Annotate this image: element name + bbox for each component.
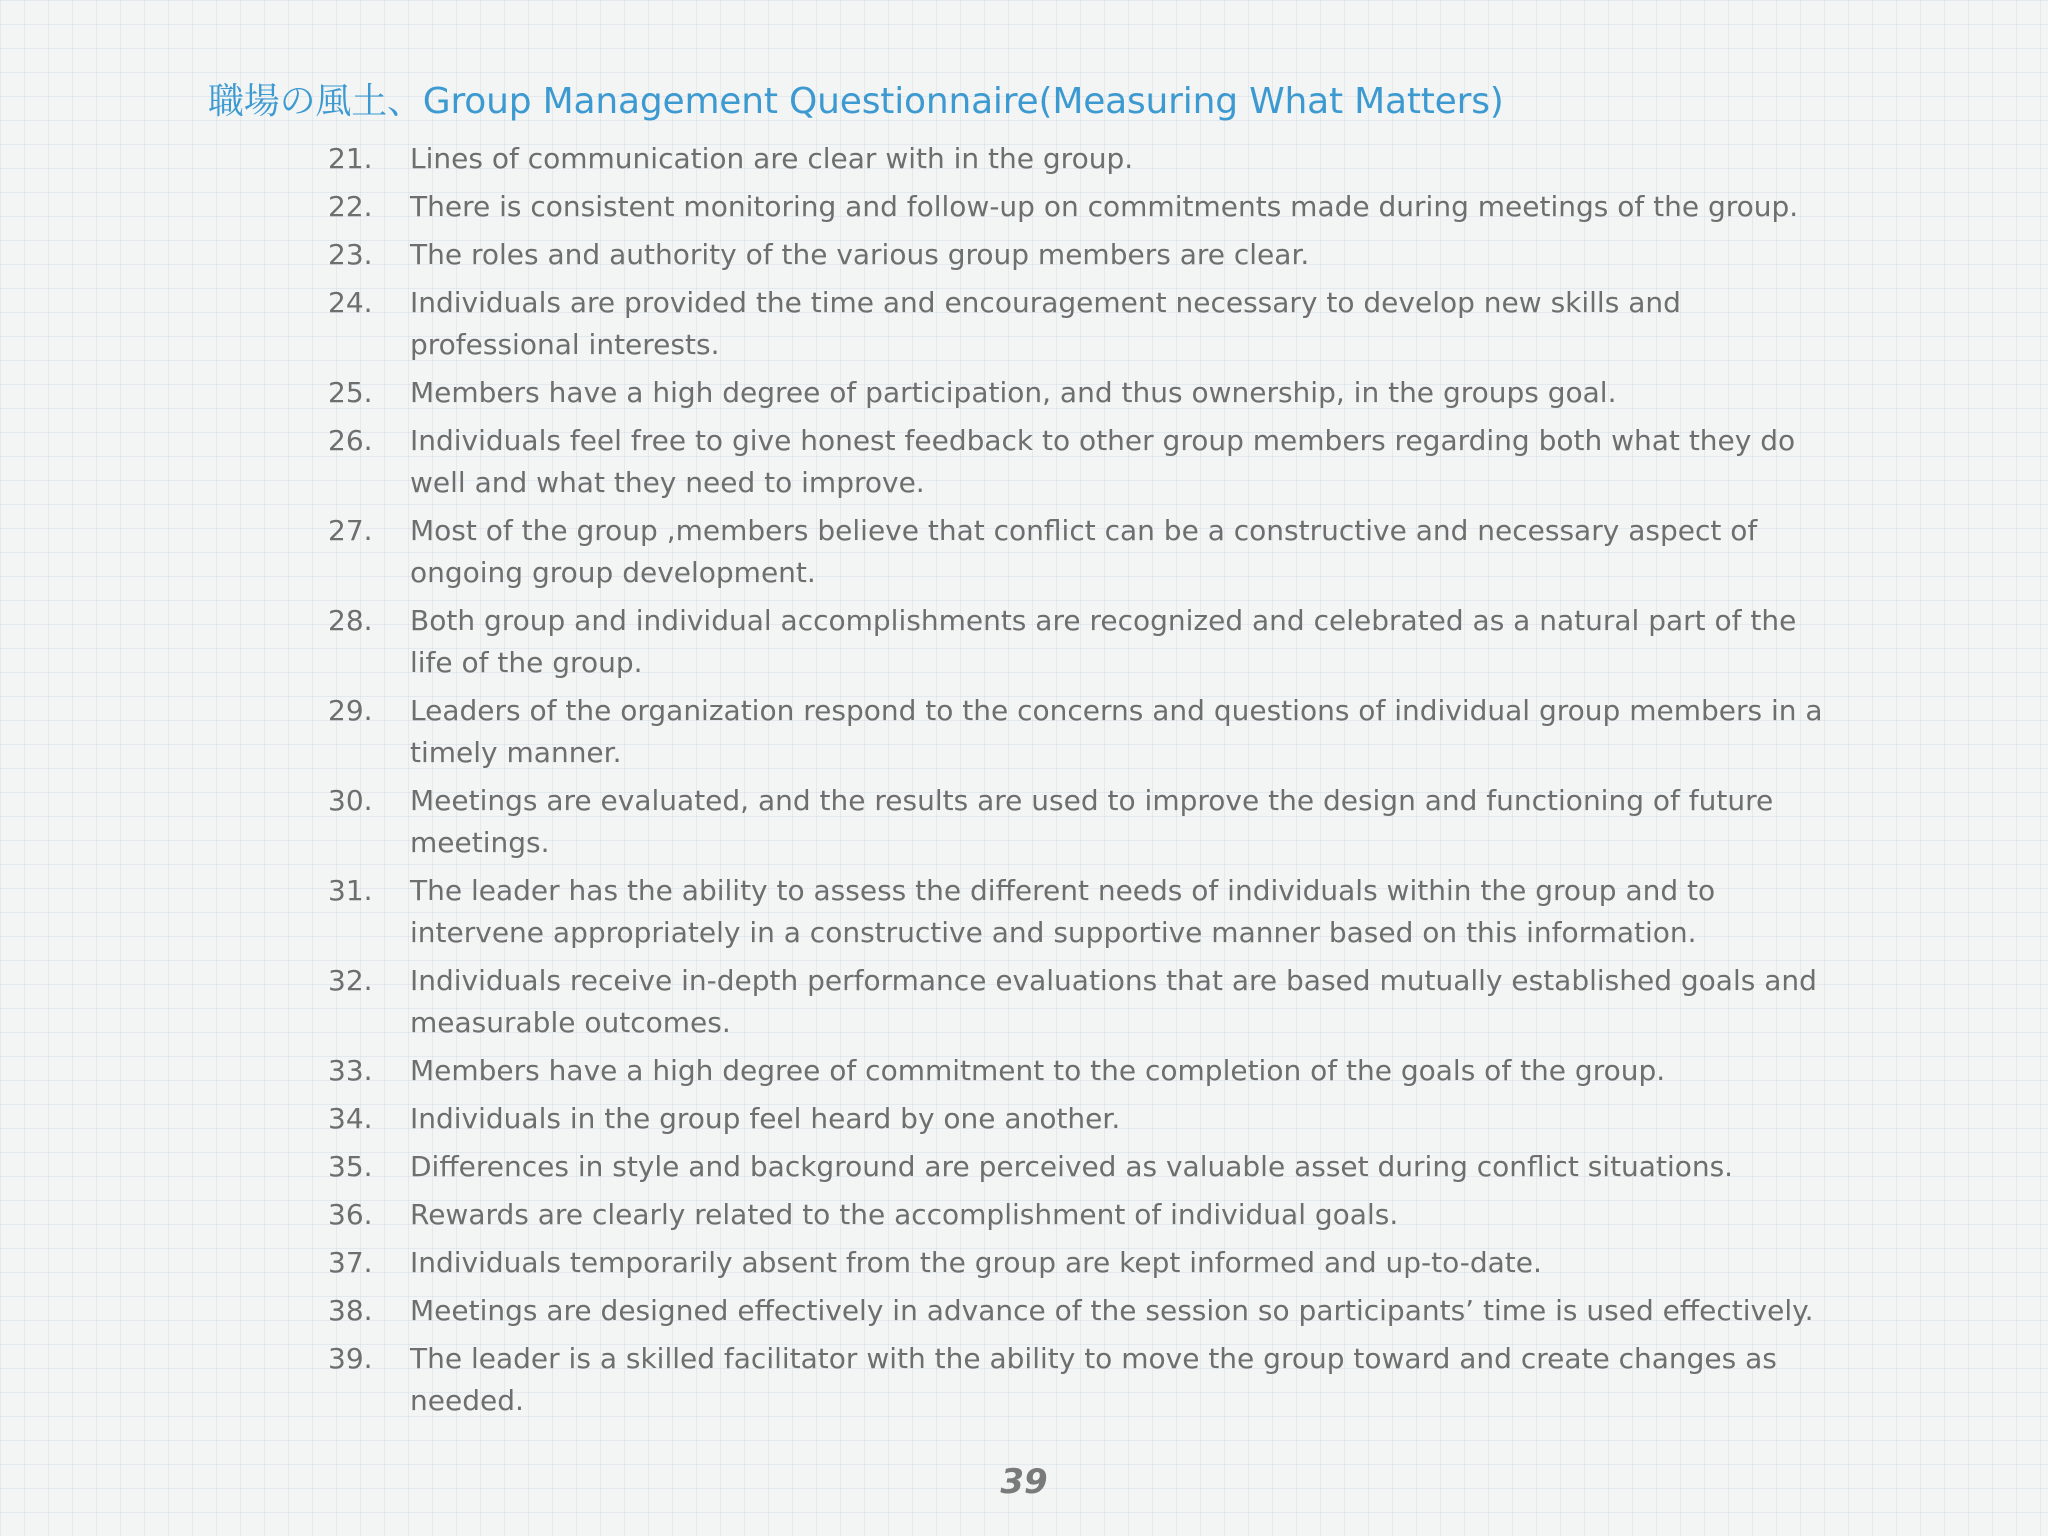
item-text: Meetings are evaluated, and the results are used to improve the design and functioning of future meetings. xyxy=(410,784,1774,859)
item-text: The roles and authority of the various group members are clear. xyxy=(410,238,1310,271)
item-number: 21. xyxy=(328,142,373,175)
questionnaire-list xyxy=(328,138,1828,1428)
item-text: Individuals receive in-depth performance evaluations that are based mutually established goals and measurable outcomes. xyxy=(410,964,1817,1039)
item-text: The leader is a skilled facilitator with the ability to move the group toward and create changes as needed. xyxy=(410,1342,1777,1417)
list-item xyxy=(328,282,1828,366)
item-text: Most of the group ,members believe that conflict can be a constructive and necessary aspect of ongoing group development. xyxy=(410,514,1758,589)
list-item xyxy=(328,186,1828,228)
item-text: There is consistent monitoring and follow-up on commitments made during meetings of the group. xyxy=(410,190,1799,223)
list-item xyxy=(328,1194,1828,1236)
item-number: 22. xyxy=(328,190,373,223)
item-text: Meetings are designed effectively in advance of the session so participants’ time is used effectively. xyxy=(410,1294,1814,1327)
item-number: 24. xyxy=(328,286,373,319)
list-item xyxy=(328,1098,1828,1140)
item-number: 27. xyxy=(328,514,373,547)
item-number: 31. xyxy=(328,874,373,907)
item-number: 36. xyxy=(328,1198,373,1231)
item-text: Individuals in the group feel heard by one another. xyxy=(410,1102,1121,1135)
list-item xyxy=(328,510,1828,594)
page-number: 39 xyxy=(1000,1462,1048,1502)
item-text: Rewards are clearly related to the accomplishment of individual goals. xyxy=(410,1198,1399,1231)
list-item xyxy=(328,1338,1828,1422)
item-number: 33. xyxy=(328,1054,373,1087)
item-number: 26. xyxy=(328,424,373,457)
item-number: 38. xyxy=(328,1294,373,1327)
item-text: Members have a high degree of commitment to the completion of the goals of the group. xyxy=(410,1054,1666,1087)
item-text: Individuals feel free to give honest feedback to other group members regarding both what they do well and what they need to improve. xyxy=(410,424,1796,499)
slide-title: 職場の風土、Group Management Questionnaire(Measuring What Matters) xyxy=(208,81,1504,122)
item-text: Both group and individual accomplishments are recognized and celebrated as a natural part of the life of the group. xyxy=(410,604,1797,679)
item-number: 30. xyxy=(328,784,373,817)
item-number: 25. xyxy=(328,376,373,409)
list-item xyxy=(328,420,1828,504)
list-item xyxy=(328,234,1828,276)
item-text: Individuals temporarily absent from the group are kept informed and up-to-date. xyxy=(410,1246,1542,1279)
list-item xyxy=(328,960,1828,1044)
list-item xyxy=(328,1050,1828,1092)
item-number: 23. xyxy=(328,238,373,271)
item-number: 34. xyxy=(328,1102,373,1135)
item-text: Individuals are provided the time and encouragement necessary to develop new skills and professional interests. xyxy=(410,286,1681,361)
list-item xyxy=(328,1146,1828,1188)
item-number: 35. xyxy=(328,1150,373,1183)
item-text: The leader has the ability to assess the different needs of individuals within the group and to intervene appropriately in a constructive and supportive manner based on this information. xyxy=(410,874,1716,949)
list-item xyxy=(328,870,1828,954)
item-number: 37. xyxy=(328,1246,373,1279)
item-number: 28. xyxy=(328,604,373,637)
item-number: 39. xyxy=(328,1342,373,1375)
list-item xyxy=(328,600,1828,684)
list-item xyxy=(328,780,1828,864)
item-text: Differences in style and background are perceived as valuable asset during conflict situations. xyxy=(410,1150,1734,1183)
list-item xyxy=(328,1242,1828,1284)
list-item xyxy=(328,690,1828,774)
list-item xyxy=(328,138,1828,180)
list-item xyxy=(328,372,1828,414)
item-text: Lines of communication are clear with in the group. xyxy=(410,142,1134,175)
item-number: 29. xyxy=(328,694,373,727)
item-number: 32. xyxy=(328,964,373,997)
list-item xyxy=(328,1290,1828,1332)
item-text: Members have a high degree of participation, and thus ownership, in the groups goal. xyxy=(410,376,1617,409)
item-text: Leaders of the organization respond to the concerns and questions of individual group members in a timely manner. xyxy=(410,694,1823,769)
